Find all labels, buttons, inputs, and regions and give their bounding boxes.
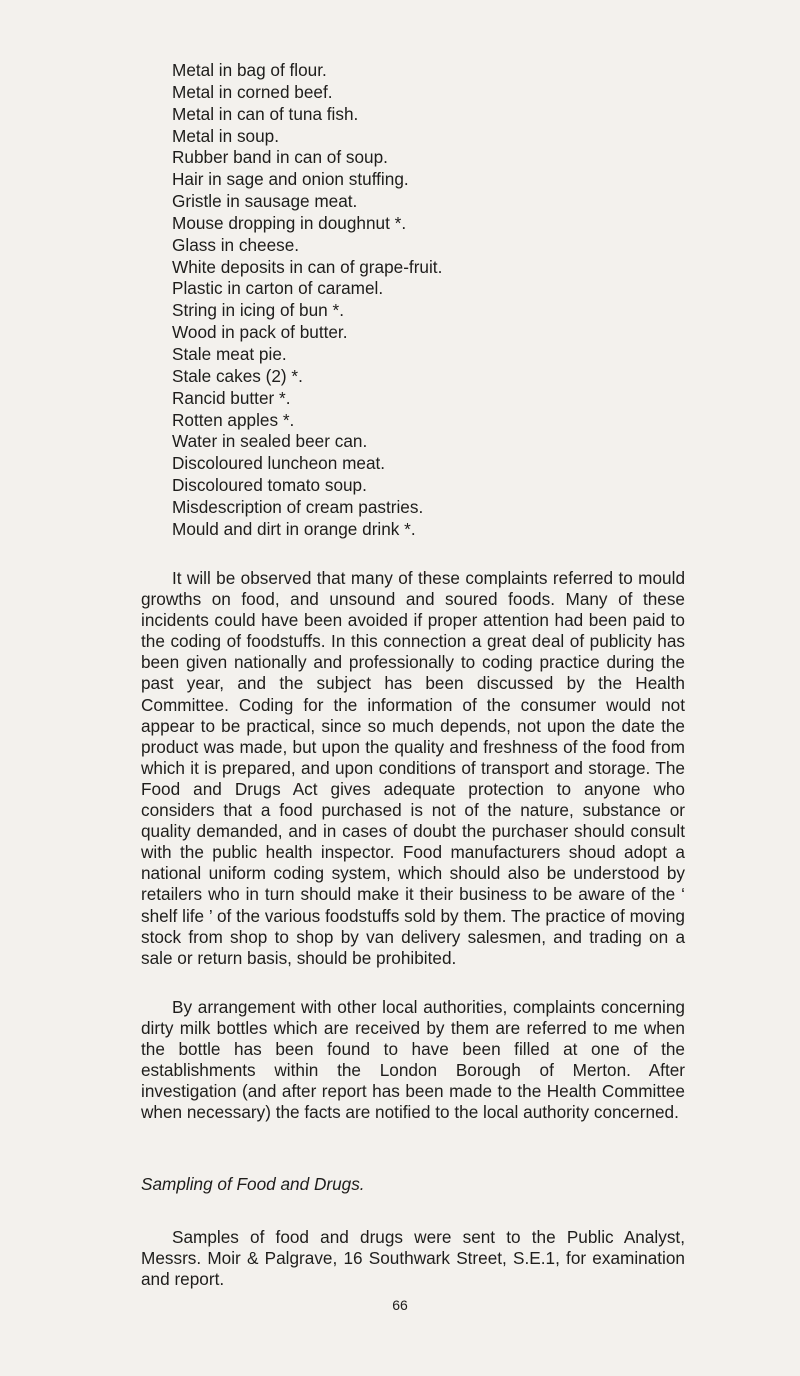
complaint-item: Discoloured luncheon meat. [172, 453, 386, 474]
section-heading: Sampling of Food and Drugs. [141, 1174, 365, 1194]
complaint-item: Wood in pack of butter. [172, 322, 348, 343]
complaint-item: Stale meat pie. [172, 343, 287, 364]
complaint-item: Glass in cheese. [172, 234, 300, 255]
paragraph-milk-bottles [141, 997, 685, 1124]
page-number: 66 [392, 1297, 408, 1313]
complaint-item: Discoloured tomato soup. [172, 475, 367, 496]
complaint-item: Metal in corned beef. [172, 81, 333, 102]
complaint-item: Water in sealed beer can. [172, 431, 368, 452]
paragraph-milk-bottles-text: By arrangement with other local authorities, complaints concerning dirty milk bottles which are received by them are referred to me when the bottle has been found to have been filled at one of the establishments within the London Borough of Merton. After investigation (and after report has been made to the Health Committee when necessary) the facts are notified to the local authority concerned. [141, 997, 685, 1123]
complaint-item: Rubber band in can of soup. [172, 147, 388, 168]
complaint-item: Mould and dirt in orange drink *. [172, 518, 416, 539]
complaint-item: Stale cakes (2) *. [172, 365, 303, 386]
complaint-item: Rotten apples *. [172, 409, 295, 430]
paragraph-sampling [141, 1227, 685, 1290]
complaint-item: String in icing of bun *. [172, 300, 344, 321]
paragraph-sampling-text: Samples of food and drugs were sent to the Public Analyst, Messrs. Moir & Palgrave, 16 Southwark Street, S.E.1, for examination and report. [141, 1227, 685, 1290]
complaint-item: Metal in can of tuna fish. [172, 103, 359, 124]
complaint-item: Rancid butter *. [172, 387, 291, 408]
complaints-list [172, 60, 732, 541]
complaint-item: Mouse dropping in doughnut *. [172, 212, 407, 233]
complaint-item: Gristle in sausage meat. [172, 191, 358, 212]
complaint-item: Hair in sage and onion stuffing. [172, 169, 409, 190]
complaint-item: Metal in bag of flour. [172, 60, 327, 80]
complaint-item: Metal in soup. [172, 125, 280, 146]
complaint-item: Plastic in carton of caramel. [172, 278, 384, 299]
paragraph-coding [141, 568, 685, 969]
paragraph-coding-text: It will be observed that many of these complaints referred to mould growths on food, and unsound and soured foods. Many of these incidents could have been avoided if proper attention had been paid to the coding of foodstuffs. In this connection a great deal of publicity has been given nationally and professionally to coding practice during the past year, and the subject has been discussed by the Health Committee. Coding for the information of the consumer would not appear to be practical, since so much depends, not upon the date the product was made, but upon the quality and freshness of the food from which it is prepared, and upon conditions of transport and storage. The Food and Drugs Act gives adequate protection to anyone who considers that a food purchased is not of the nature, substance or quality demanded, and in cases of doubt the purchaser should consult with the public health inspector. Food manufacturers shoud adopt a national uniform coding system, which should also be understood by retailers who in turn should make it their business to be aware of the ‘ shelf life ’ of the various foodstuffs sold by them. The practice of moving stock from shop to shop by van delivery salesmen, and trading on a sale or return basis, should be prohibited. [141, 568, 685, 968]
complaint-item: White deposits in can of grape-fruit. [172, 256, 443, 277]
complaint-item: Misdescription of cream pastries. [172, 496, 424, 517]
